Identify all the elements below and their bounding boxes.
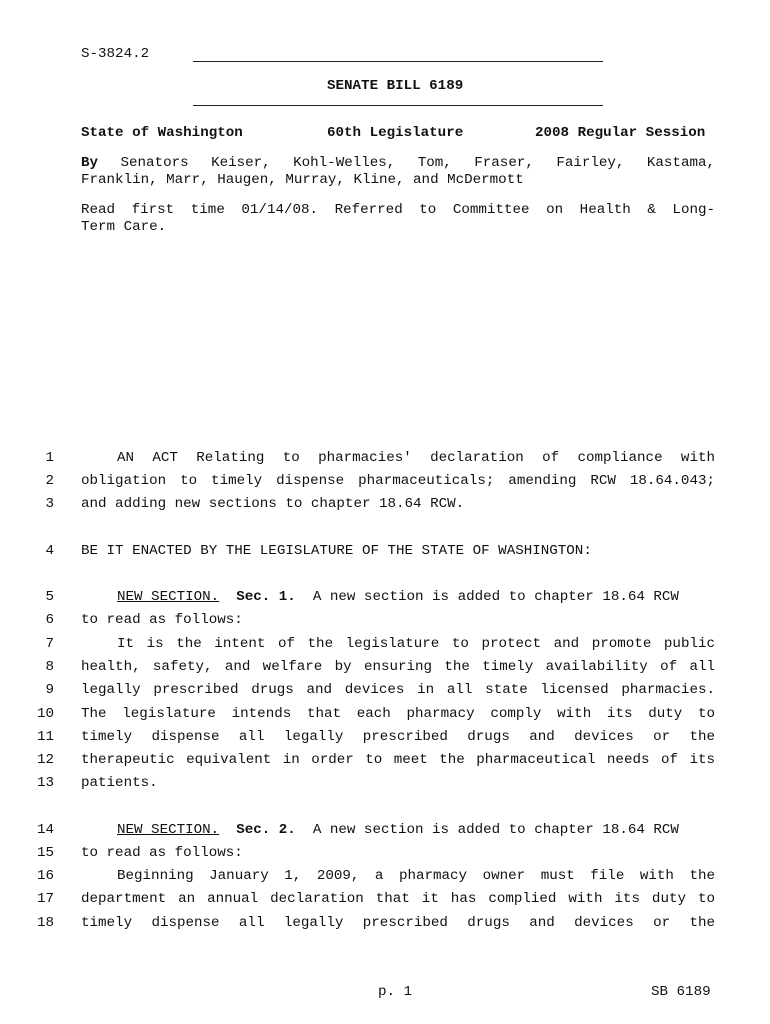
line-number: 1	[45, 450, 54, 466]
line-number: 9	[45, 682, 54, 698]
line-number: 4	[45, 543, 54, 559]
body-line: timely dispense all legally prescribed drugs and devices or the	[81, 729, 715, 745]
section-heading-text: A new section is added to chapter 18.64 RCW	[312, 822, 679, 838]
line-number: 5	[45, 589, 54, 605]
line-number: 17	[36, 891, 54, 907]
sponsors-text: Senators Keiser, Kohl-Welles, Tom, Fraser, Fairley, Kastama,	[120, 155, 715, 171]
sponsors-line-1	[81, 155, 715, 171]
line-number: 10	[36, 706, 54, 722]
line-number: 3	[45, 496, 54, 512]
body-line: therapeutic equivalent in order to meet the pharmaceutical needs of its	[81, 752, 715, 768]
line-number: 12	[36, 752, 54, 768]
by-label: By	[81, 155, 99, 171]
legislature-label: 60th Legislature	[327, 125, 464, 141]
body-line: Beginning January 1, 2009, a pharmacy owner must file with the	[117, 868, 715, 884]
section-heading-text: A new section is added to chapter 18.64 RCW	[312, 589, 679, 605]
bill-title: SENATE BILL 6189	[327, 78, 464, 94]
line-number: 7	[45, 636, 54, 652]
body-line: It is the intent of the legislature to protect and promote public	[117, 636, 715, 652]
read-line-1: Read first time 01/14/08. Referred to Committee on Health & Long-	[81, 202, 715, 218]
line-number: 13	[36, 775, 54, 791]
body-line: and adding new sections to chapter 18.64 RCW.	[81, 496, 465, 512]
header-rule-bottom	[193, 105, 603, 106]
footer-bill-ref: SB 6189	[651, 984, 711, 1000]
body-line: AN ACT Relating to pharmacies' declaration of compliance with	[117, 450, 715, 466]
session-label: 2008 Regular Session	[535, 125, 706, 141]
body-line: legally prescribed drugs and devices in all state licensed pharmacies.	[81, 682, 715, 698]
body-line: to read as follows:	[81, 612, 243, 628]
section-heading-1	[81, 589, 751, 605]
body-line: to read as follows:	[81, 845, 243, 861]
body-line: The legislature intends that each pharmacy comply with its duty to	[81, 706, 715, 722]
body-line: timely dispense all legally prescribed drugs and devices or the	[81, 915, 715, 931]
sponsors-line-2: Franklin, Marr, Haugen, Murray, Kline, and McDermott	[81, 172, 524, 188]
body-line: patients.	[81, 775, 158, 791]
doc-code: S-3824.2	[81, 46, 150, 62]
new-section-label: NEW SECTION.	[117, 822, 220, 838]
line-number: 8	[45, 659, 54, 675]
line-number: 15	[36, 845, 54, 861]
line-number: 16	[36, 868, 54, 884]
new-section-label: NEW SECTION.	[117, 589, 220, 605]
line-number: 2	[45, 473, 54, 489]
section-number: Sec. 1.	[236, 589, 296, 605]
header-rule-top	[193, 61, 603, 62]
read-line-2: Term Care.	[81, 219, 167, 235]
line-number: 6	[45, 612, 54, 628]
enacting-clause: BE IT ENACTED BY THE LEGISLATURE OF THE STATE OF WASHINGTON:	[81, 543, 592, 559]
section-heading-2	[81, 822, 751, 838]
line-number: 18	[36, 915, 54, 931]
section-number: Sec. 2.	[236, 822, 296, 838]
body-line: department an annual declaration that it has complied with its duty to	[81, 891, 715, 907]
body-line: health, safety, and welfare by ensuring the timely availability of all	[81, 659, 715, 675]
line-number: 11	[36, 729, 54, 745]
line-number: 14	[36, 822, 54, 838]
body-line: obligation to timely dispense pharmaceuticals; amending RCW 18.64.043;	[81, 473, 715, 489]
state-label: State of Washington	[81, 125, 243, 141]
page-number: p. 1	[378, 984, 413, 1000]
